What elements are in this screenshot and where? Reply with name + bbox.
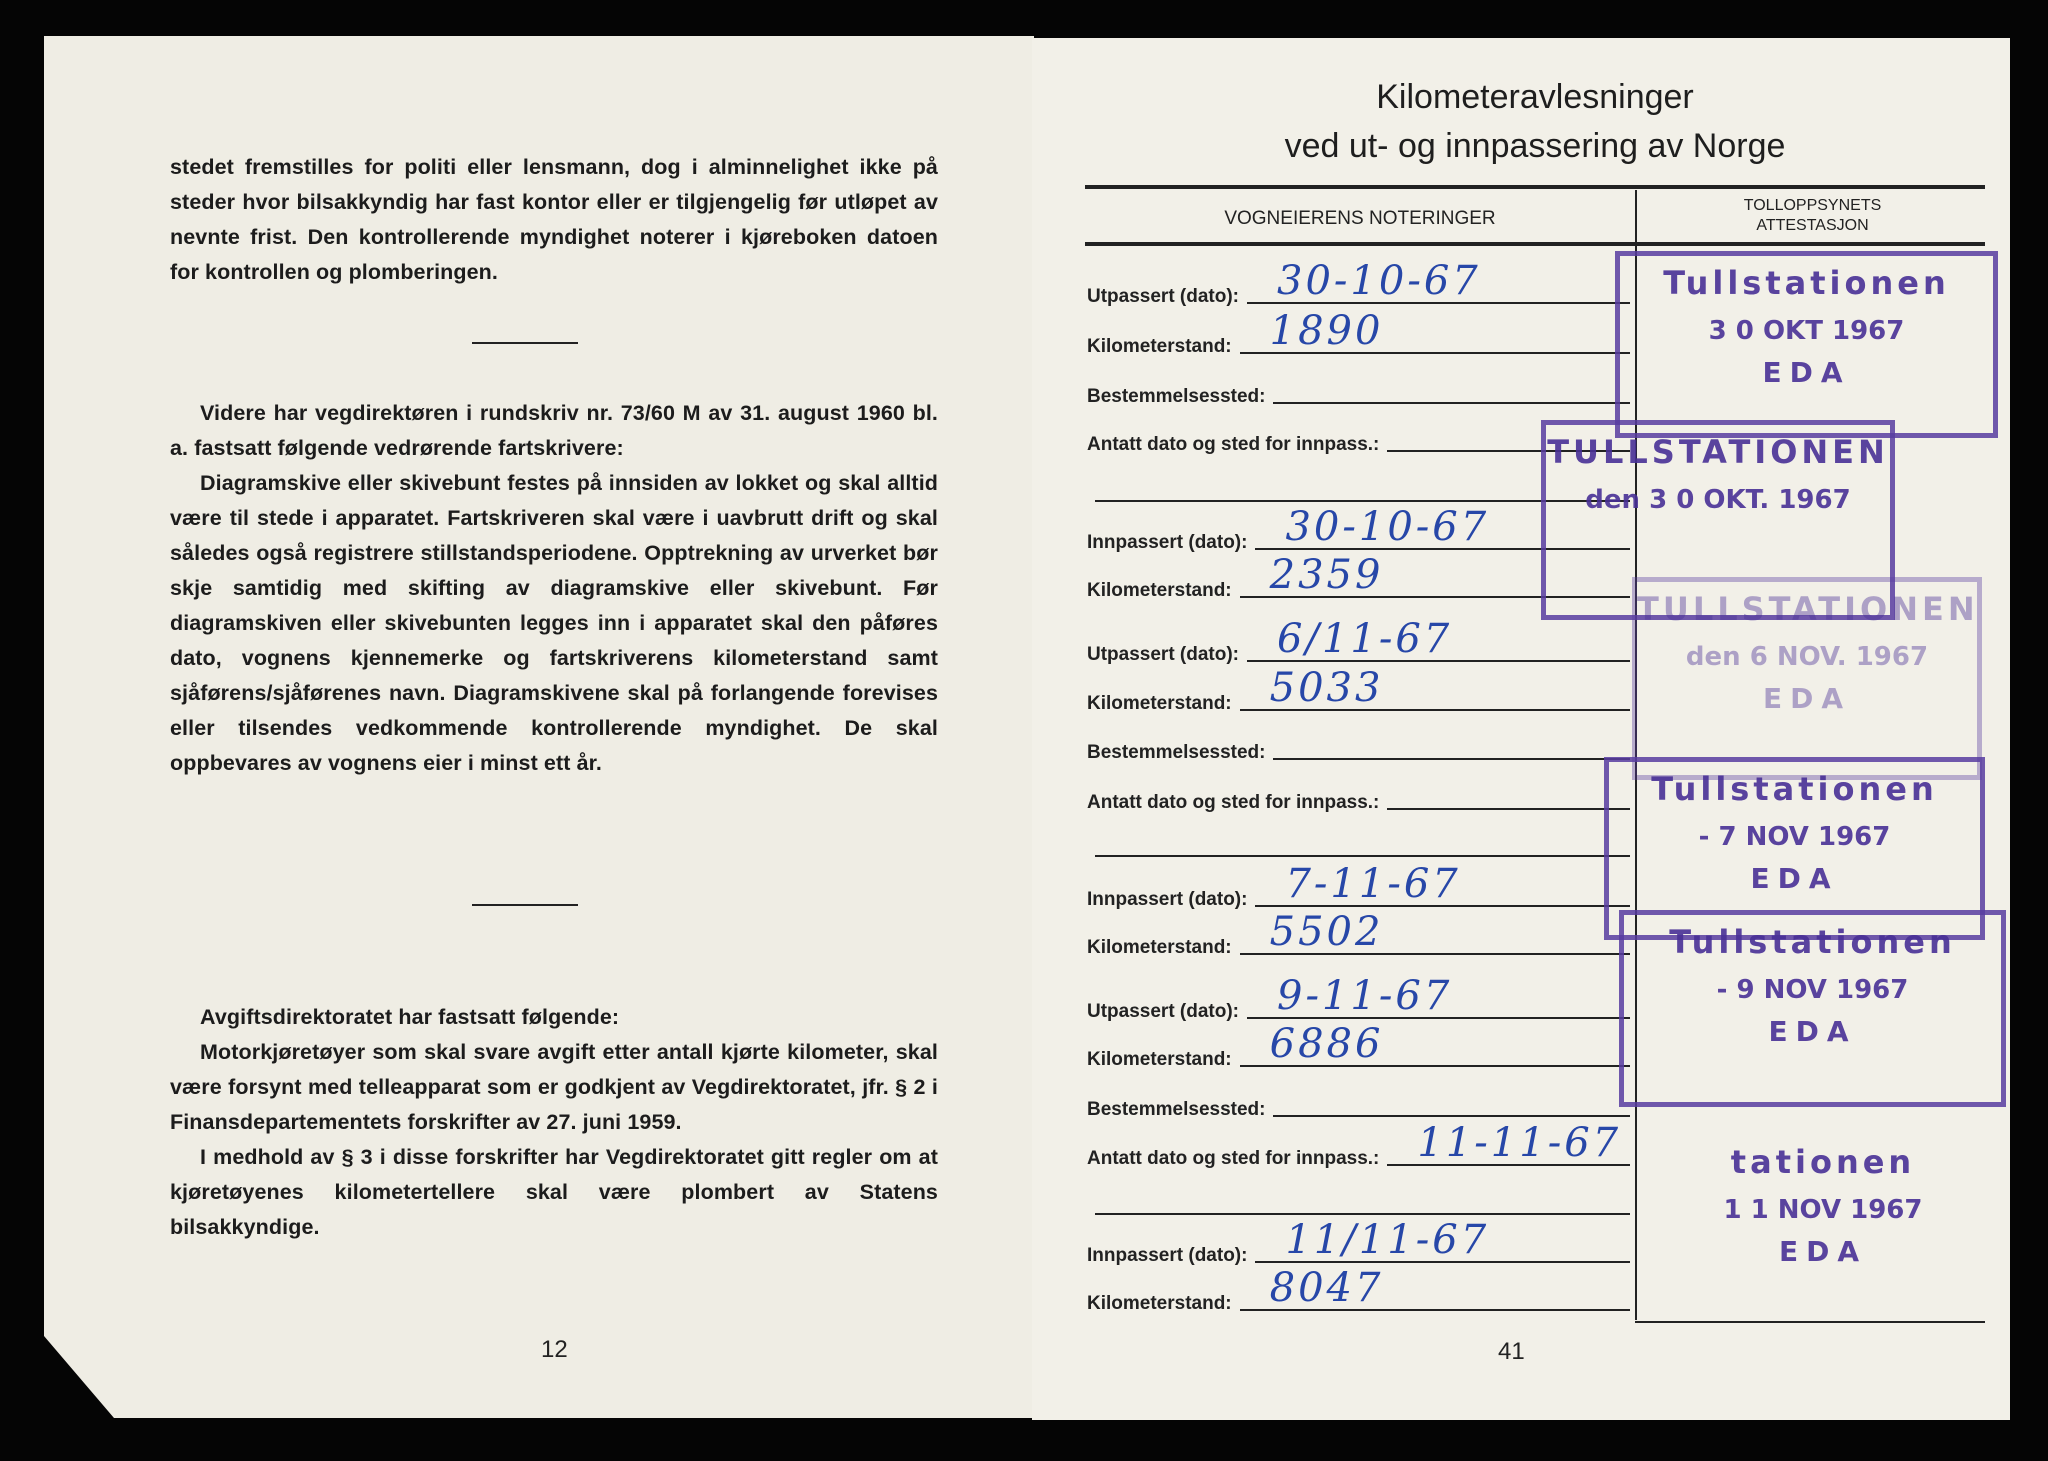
form-row xyxy=(1087,1021,1630,1071)
handwritten-entry: 11/11-67 xyxy=(1285,1217,1490,1264)
field-label: Antatt dato og sted for innpass.: xyxy=(1087,434,1380,456)
field-label: Innpassert (dato): xyxy=(1087,531,1248,553)
header-line: ATTESTASJON xyxy=(1756,217,1869,234)
form-row xyxy=(1087,1120,1630,1170)
field-line[interactable] xyxy=(1255,860,1630,907)
field-line[interactable] xyxy=(1240,1021,1630,1068)
page-subtitle: ved ut- og innpassering av Norge xyxy=(1284,127,1786,165)
form-row xyxy=(1087,258,1630,308)
header-line: TOLLOPPSYNETS xyxy=(1743,197,1882,214)
paragraph-text: stedet fremstilles for politi eller lensmann, dog i alminnelighet ikke på steder hvor bilsakkyndig har fast kontor eller er tilgjengelig før utløpet av nevnte frist. Den kontrollerende myndighet noterer i kjøreboken datoen for kontrollen og plomberingen. xyxy=(170,155,938,284)
paragraph-text: Videre har vegdirektøren i rundskriv nr. 73/60 M av 31. august 1960 bl. a. fastsatt følgende vedrørende fartskrivere: xyxy=(170,401,938,460)
form-row xyxy=(1087,734,1630,764)
stamp-date: - 7 NOV 1967 xyxy=(1698,822,1891,852)
form-row xyxy=(1087,664,1630,715)
stamp-office: TULLSTATIONEN xyxy=(1547,433,1889,471)
stamp-place: EDA xyxy=(1762,682,1852,715)
stamp-place: EDA xyxy=(1778,1235,1868,1268)
paragraph-1 xyxy=(170,150,938,290)
stamp-office: Tullstationen xyxy=(1663,264,1950,302)
field-line[interactable] xyxy=(1240,1265,1630,1312)
stamp-place: EDA xyxy=(1762,356,1851,389)
field-label: Kilometerstand: xyxy=(1087,1293,1232,1315)
field-line[interactable] xyxy=(1240,664,1630,711)
form-row xyxy=(1087,860,1630,911)
customs-stamp xyxy=(1619,910,2006,1107)
stamp-office: TULLSTATIONEN xyxy=(1637,590,1979,628)
paragraph-text xyxy=(170,1000,938,1035)
paragraph-text: Diagramskive eller skivebunt festes på innsiden av lokket og skal alltid være til stede i apparatet. Fartskriveren skal være i uavbrutt drift og skal således også registrere stillstandsperiodene. Opptrekning av urverket bør skje samtidig med skifting av diagramskive eller skivebunt. Før diagramskiven eller skivebunten legges inn i apparatet skal den påføres dato, vognens kjennemerke og fartskriverens kilometerstand samt sjåførens/sjåførenes navn. Diagramskivene skal på forlangende forevises eller tilsendes vedkommende kontrollerende myndighet. De skal oppbevares av vognens eier i minst ett år. xyxy=(170,471,938,775)
divider xyxy=(472,904,578,906)
handwritten-entry: 30-10-67 xyxy=(1285,503,1490,550)
field-label: Bestemmelsessted: xyxy=(1087,1098,1266,1120)
stamp-place: EDA xyxy=(1768,1015,1857,1048)
handwritten-entry: 7-11-67 xyxy=(1285,860,1461,907)
customs-stamp xyxy=(1632,577,1982,780)
field-line[interactable] xyxy=(1247,972,1630,1019)
paragraph-text: I medhold av § 3 i disse forskrifter har Vegdirektoratet gitt regler om at kjøretøyenes kilometertellere skal være plombert av Statens bilsakkyndige. xyxy=(170,1145,938,1239)
bottom-rule xyxy=(1635,1321,1985,1323)
field-line[interactable] xyxy=(1095,855,1630,857)
handwritten-entry: 6/11-67 xyxy=(1277,616,1453,663)
field-label: Kilometerstand: xyxy=(1087,936,1232,958)
stamp-office: tationen xyxy=(1730,1143,1916,1181)
paragraph-2 xyxy=(170,396,938,781)
field-line[interactable] xyxy=(1387,808,1630,810)
handwritten-entry: 11-11-67 xyxy=(1417,1120,1622,1167)
handwritten-entry: 1890 xyxy=(1269,308,1384,355)
bold-heading: Avgiftsdirektoratet xyxy=(200,1005,393,1029)
form-row xyxy=(1087,831,1630,861)
field-label: Bestemmelsessted: xyxy=(1087,385,1266,407)
paragraph-text: Motorkjøretøyer som skal svare avgift etter antall kjørte kilometer, skal være forsynt med telleapparat som er godkjent av Vegdirektoratet, jfr. § 2 i Finansdepartementets forskrifter av 27. juni 1959. xyxy=(170,1040,938,1134)
form-row xyxy=(1087,1265,1630,1315)
handwritten-entry: 6886 xyxy=(1269,1021,1384,1068)
handwritten-entry: 5033 xyxy=(1269,664,1384,711)
paragraph-rest: har fastsatt følgende: xyxy=(392,1005,620,1029)
stamp-date: - 9 NOV 1967 xyxy=(1716,975,1909,1005)
handwritten-entry: 5502 xyxy=(1269,908,1384,955)
header-rule xyxy=(1085,242,1985,246)
field-line[interactable] xyxy=(1240,308,1630,355)
stamp-date: den 6 NOV. 1967 xyxy=(1685,642,1929,672)
field-label: Kilometerstand: xyxy=(1087,1049,1232,1071)
customs-stamp xyxy=(1615,251,1998,438)
stamp-date: den 3 0 OKT. 1967 xyxy=(1585,485,1851,515)
handwritten-entry: 9-11-67 xyxy=(1277,972,1453,1019)
field-line[interactable] xyxy=(1255,1217,1630,1264)
field-label: Utpassert (dato): xyxy=(1087,644,1240,666)
field-line[interactable] xyxy=(1240,908,1630,955)
form-row xyxy=(1087,1217,1630,1267)
page-number-left: 12 xyxy=(541,1336,568,1363)
field-line[interactable] xyxy=(1247,258,1630,305)
page-number-right: 41 xyxy=(1498,1338,1525,1365)
field-line[interactable] xyxy=(1273,758,1630,760)
field-label: Bestemmelsessted: xyxy=(1087,742,1266,764)
field-line[interactable] xyxy=(1387,1120,1630,1167)
paragraph-3 xyxy=(170,1000,938,1245)
form-row xyxy=(1087,378,1630,408)
page-title: Kilometeravlesninger xyxy=(1376,78,1694,116)
stamp-place: EDA xyxy=(1750,862,1839,895)
column-header-left: VOGNEIERENS NOTERINGER xyxy=(1224,208,1496,229)
form-row xyxy=(1087,784,1630,814)
stamp-date: 1 1 NOV 1967 xyxy=(1723,1195,1923,1225)
divider xyxy=(472,342,578,344)
field-line[interactable] xyxy=(1095,1213,1630,1215)
field-label: Utpassert (dato): xyxy=(1087,1000,1240,1022)
field-label: Antatt dato og sted for innpass.: xyxy=(1087,1148,1380,1170)
handwritten-entry: 2359 xyxy=(1269,552,1384,599)
field-label: Kilometerstand: xyxy=(1087,692,1232,714)
handwritten-entry: 30-10-67 xyxy=(1277,258,1481,305)
field-label: Kilometerstand: xyxy=(1087,336,1232,358)
field-label: Kilometerstand: xyxy=(1087,580,1232,602)
form-row xyxy=(1087,308,1630,358)
customs-stamp xyxy=(1640,1130,2006,1290)
field-label: Utpassert (dato): xyxy=(1087,286,1240,308)
stamp-date: 3 0 OKT 1967 xyxy=(1708,316,1905,346)
stamp-office: Tullstationen xyxy=(1669,923,1956,961)
form-row xyxy=(1087,972,1630,1023)
header-rule xyxy=(1085,185,1985,189)
form-row xyxy=(1087,908,1630,959)
field-label: Antatt dato og sted for innpass.: xyxy=(1087,791,1380,813)
handwritten-entry: 8047 xyxy=(1269,1265,1384,1312)
form-row xyxy=(1087,1189,1630,1219)
field-line[interactable] xyxy=(1247,616,1630,663)
column-header-right xyxy=(1640,196,1985,236)
field-line[interactable] xyxy=(1273,1115,1630,1117)
field-label: Innpassert (dato): xyxy=(1087,888,1248,910)
form-row xyxy=(1087,1091,1630,1121)
form-row xyxy=(1087,616,1630,666)
field-line[interactable] xyxy=(1273,402,1630,404)
stamp-office: Tullstationen xyxy=(1651,770,1938,808)
field-label: Innpassert (dato): xyxy=(1087,1245,1248,1267)
